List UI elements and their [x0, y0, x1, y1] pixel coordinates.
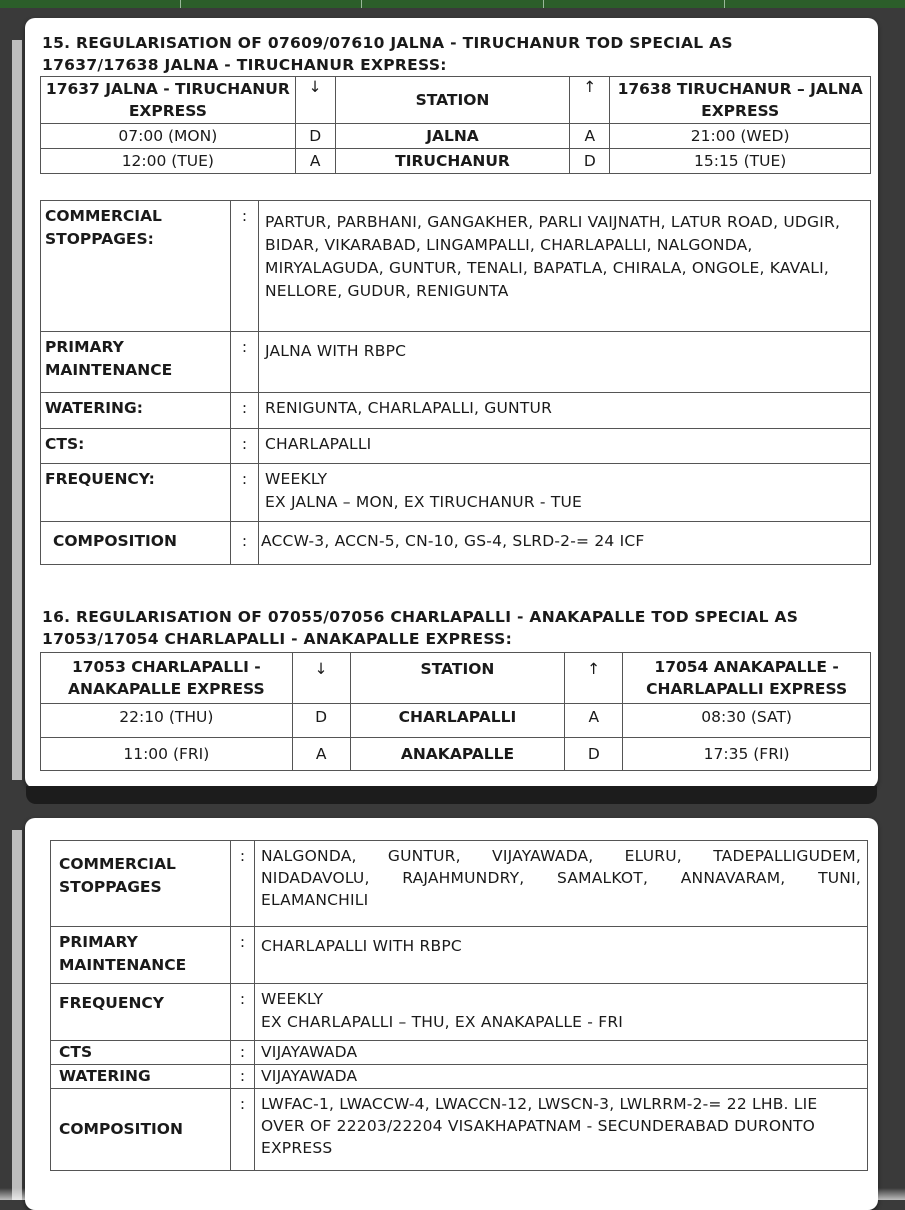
details-table-15 — [40, 200, 871, 565]
label-frequency: FREQUENCY — [51, 984, 231, 1041]
table-row — [51, 984, 868, 1041]
colon: : — [231, 927, 255, 984]
value-watering: RENIGUNTA, CHARLAPALLI, GUNTUR — [259, 393, 871, 429]
value-cts: VIJAYAWADA — [255, 1041, 868, 1065]
label-cts: CTS — [51, 1041, 231, 1065]
table-row — [41, 464, 871, 522]
top-toolbar-strip — [0, 0, 905, 8]
colon: : — [231, 522, 259, 565]
label-primary-maintenance: PRIMARY MAINTENANCE — [41, 332, 231, 393]
right-code: D — [565, 738, 623, 771]
table-row — [41, 522, 871, 565]
colon: : — [231, 1089, 255, 1171]
bottom-fade — [0, 1188, 905, 1200]
left-time: 07:00 (MON) — [41, 124, 296, 149]
value-primary-maintenance: JALNA WITH RBPC — [259, 332, 871, 393]
value-cts: CHARLAPALLI — [259, 429, 871, 464]
timetable-15 — [40, 76, 871, 174]
heading-line-1: 16. REGULARISATION OF 07055/07056 CHARLAPALLI - ANAKAPALLE TOD SPECIAL AS — [42, 608, 799, 626]
table-row — [41, 704, 871, 738]
left-code: A — [295, 149, 335, 174]
station-name: TIRUCHANUR — [335, 149, 570, 174]
down-arrow-icon: ↓ — [292, 653, 350, 704]
heading-line-2: 17053/17054 CHARLAPALLI - ANAKAPALLE EXPRESS: — [42, 630, 513, 648]
table-row — [41, 201, 871, 332]
section-15-heading — [42, 32, 733, 76]
colon: : — [231, 393, 259, 429]
right-code: D — [570, 149, 610, 174]
value-commercial-stoppages: NALGONDA, GUNTUR, VIJAYAWADA, ELURU, TADEPALLIGUDEM, NIDADAVOLU, RAJAHMUNDRY, SAMALKOT, ANNAVARAM, TUNI, ELAMANCHILI — [255, 841, 868, 927]
timetable-header — [41, 77, 871, 124]
up-arrow-icon: ↑ — [570, 77, 610, 124]
label-watering: WATERING: — [41, 393, 231, 429]
timetable-16 — [40, 652, 871, 771]
label-watering: WATERING — [51, 1065, 231, 1089]
station-name: CHARLAPALLI — [350, 704, 565, 738]
label-primary-maintenance: PRIMARY MAINTENANCE — [51, 927, 231, 984]
table-row — [41, 149, 871, 174]
value-frequency — [259, 464, 871, 522]
frequency-line-1: WEEKLY — [265, 470, 328, 488]
left-code: A — [292, 738, 350, 771]
label-commercial-stoppages: COMMERCIAL STOPPAGES — [51, 841, 231, 927]
value-frequency — [255, 984, 868, 1041]
frequency-line-1: WEEKLY — [261, 990, 324, 1008]
colon: : — [231, 429, 259, 464]
value-composition: ACCW-3, ACCN-5, CN-10, GS-4, SLRD-2-= 24 ICF — [259, 522, 871, 565]
right-time: 17:35 (FRI) — [623, 738, 871, 771]
label-composition: COMPOSITION — [51, 1089, 231, 1171]
scan-edge — [12, 830, 22, 1200]
left-time: 11:00 (FRI) — [41, 738, 293, 771]
section-16-heading — [42, 606, 798, 650]
table-row — [41, 393, 871, 429]
label-commercial-stoppages: COMMERCIAL STOPPAGES: — [41, 201, 231, 332]
value-commercial-stoppages: PARTUR, PARBHANI, GANGAKHER, PARLI VAIJNATH, LATUR ROAD, UDGIR, BIDAR, VIKARABAD, LINGAMPALLI, CHARLAPALLI, NALGONDA, MIRYALAGUDA, GUNTUR, TENALI, BAPATLA, CHIRALA, ONGOLE, KAVALI, NELLORE, GUDUR, RENIGUNTA — [259, 201, 871, 332]
frequency-line-2: EX JALNA – MON, EX TIRUCHANUR - TUE — [265, 493, 583, 511]
scan-edge — [12, 40, 22, 780]
up-arrow-icon: ↑ — [565, 653, 623, 704]
table-row — [51, 1041, 868, 1065]
table-row — [51, 841, 868, 927]
right-time: 08:30 (SAT) — [623, 704, 871, 738]
page-1-bottom-edge — [26, 786, 877, 804]
value-watering: VIJAYAWADA — [255, 1065, 868, 1089]
left-train-header: 17637 JALNA - TIRUCHANUR EXPRESS — [41, 77, 296, 124]
table-row — [51, 1065, 868, 1089]
right-time: 15:15 (TUE) — [610, 149, 871, 174]
down-arrow-icon: ↓ — [295, 77, 335, 124]
left-time: 22:10 (THU) — [41, 704, 293, 738]
right-train-header: 17638 TIRUCHANUR – JALNA EXPRESS — [610, 77, 871, 124]
colon: : — [231, 1065, 255, 1089]
left-train-header: 17053 CHARLAPALLI - ANAKAPALLE EXPRESS — [41, 653, 293, 704]
label-frequency: FREQUENCY: — [41, 464, 231, 522]
timetable-header — [41, 653, 871, 704]
value-composition: LWFAC-1, LWACCW-4, LWACCN-12, LWSCN-3, LWLRRM-2-= 22 LHB. LIE OVER OF 22203/22204 VISAKHAPATNAM - SECUNDERABAD DURONTO EXPRESS — [255, 1089, 868, 1171]
details-table-16 — [50, 840, 868, 1171]
colon: : — [231, 332, 259, 393]
table-row — [41, 332, 871, 393]
left-code: D — [292, 704, 350, 738]
label-cts: CTS: — [41, 429, 231, 464]
table-row — [51, 1089, 868, 1171]
station-header: STATION — [335, 77, 570, 124]
document-page-2 — [25, 818, 878, 1210]
table-row — [41, 124, 871, 149]
table-row — [41, 738, 871, 771]
right-train-header: 17054 ANAKAPALLE - CHARLAPALLI EXPRESS — [623, 653, 871, 704]
heading-line-1: 15. REGULARISATION OF 07609/07610 JALNA - TIRUCHANUR TOD SPECIAL AS — [42, 34, 733, 52]
colon: : — [231, 464, 259, 522]
value-primary-maintenance: CHARLAPALLI WITH RBPC — [255, 927, 868, 984]
station-name: ANAKAPALLE — [350, 738, 565, 771]
table-row — [41, 429, 871, 464]
table-row — [51, 927, 868, 984]
colon: : — [231, 984, 255, 1041]
left-time: 12:00 (TUE) — [41, 149, 296, 174]
document-page-1 — [25, 18, 878, 788]
station-header: STATION — [350, 653, 565, 704]
right-time: 21:00 (WED) — [610, 124, 871, 149]
heading-line-2: 17637/17638 JALNA - TIRUCHANUR EXPRESS: — [42, 56, 447, 74]
station-name: JALNA — [335, 124, 570, 149]
left-code: D — [295, 124, 335, 149]
colon: : — [231, 201, 259, 332]
frequency-line-2: EX CHARLAPALLI – THU, EX ANAKAPALLE - FRI — [261, 1013, 624, 1031]
colon: : — [231, 1041, 255, 1065]
colon: : — [231, 841, 255, 927]
right-code: A — [565, 704, 623, 738]
right-code: A — [570, 124, 610, 149]
label-composition: COMPOSITION — [41, 522, 231, 565]
